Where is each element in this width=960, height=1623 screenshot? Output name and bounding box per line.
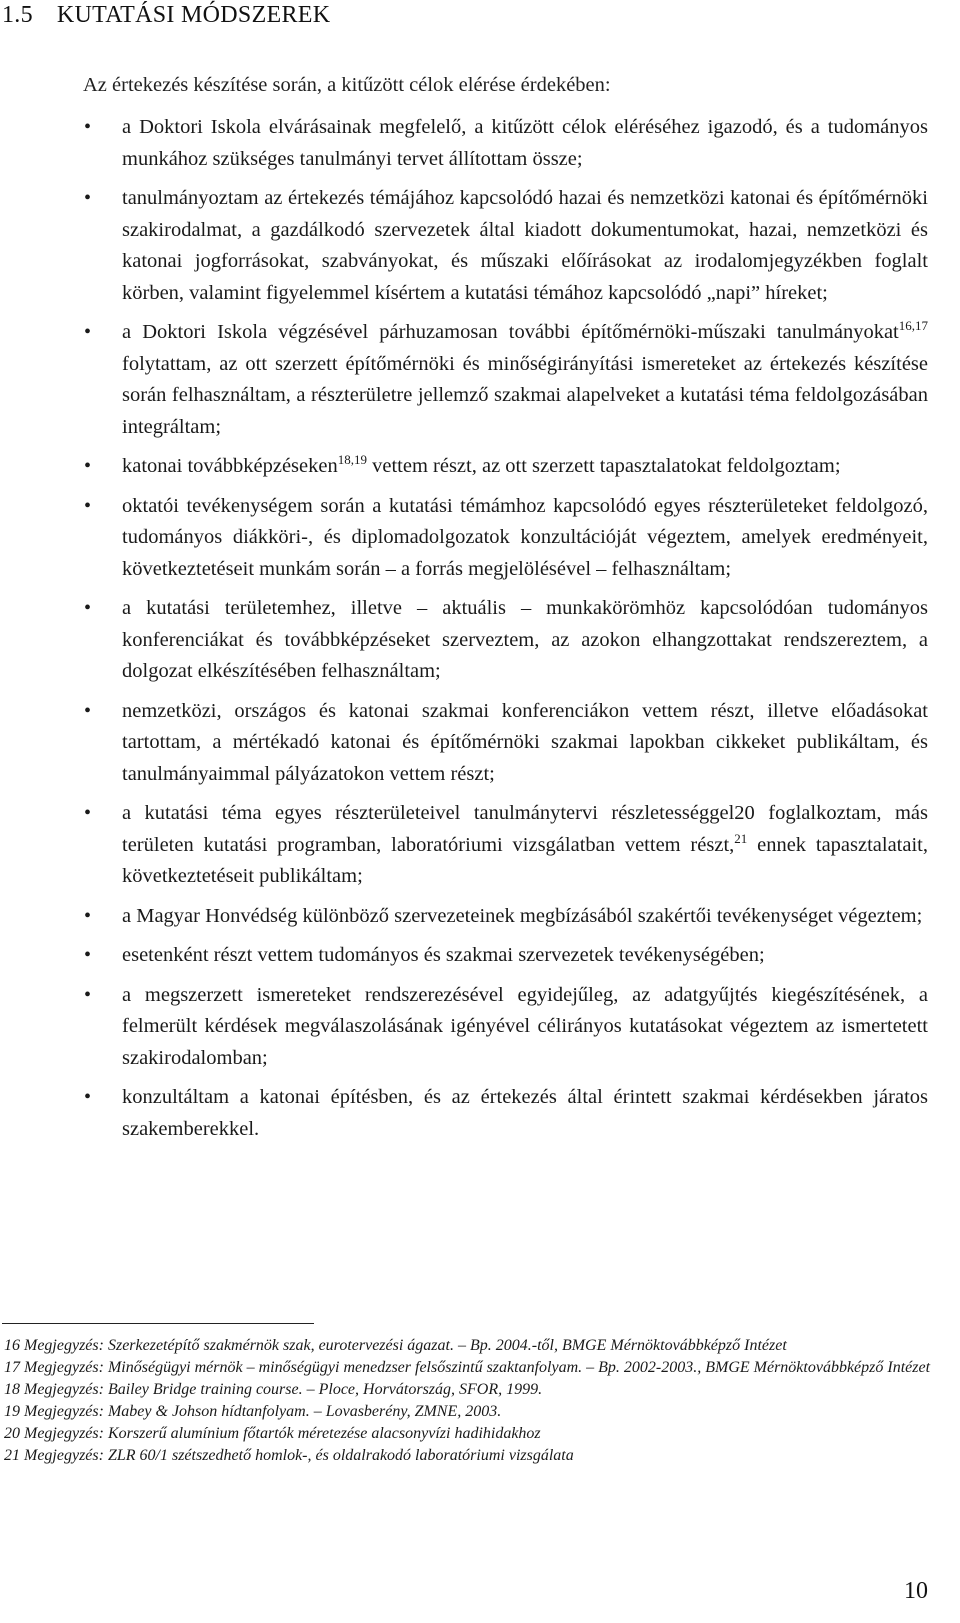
list-item <box>0 798 960 893</box>
list-item-text: a Doktori Iskola elvárásainak megfelelő, a kitűzött célok eléréséhez igazodó, és a tudományos munkához szükséges tanulmányi tervet állítottam össze; <box>122 116 928 170</box>
bullet-icon: • <box>84 904 92 927</box>
section-heading <box>2 2 330 29</box>
footnote: 20 Megjegyzés: Korszerű alumínium főtartók méretezése alacsonyvízi hadihidakhoz <box>4 1425 541 1442</box>
list-item-text: a kutatási téma egyes részterületeivel tanulmánytervi részletességgel20 foglalkoztam, más területen kutatási programban, laboratóriumi vizsgálatban vettem részt, <box>122 802 928 856</box>
list-item-text: folytattam, az ott szerzett építőmérnöki és minőségirányítási ismereteket az értekezés készítése során felhasználtam, a részterületre jellemző szakmai alapelveket a kutatási téma feldolgozásában integráltam; <box>122 352 928 438</box>
intro-paragraph: Az értekezés készítése során, a kitűzött célok elérése érdekében: <box>83 74 611 96</box>
list-item <box>0 1082 960 1145</box>
bullet-icon: • <box>84 944 92 966</box>
page-number: 10 <box>904 1578 928 1604</box>
list-item <box>0 112 960 175</box>
method-list <box>0 112 960 1153</box>
list-item <box>0 593 960 688</box>
bullet-icon: • <box>84 321 92 343</box>
footnote: 21 Megjegyzés: ZLR 60/1 szétszedhető homlok-, és oldalrakodó laboratóriumi vizsgálata <box>4 1447 574 1464</box>
bullet-icon: • <box>84 1086 92 1108</box>
footnote-ref: 16,17 <box>898 318 928 334</box>
section-title: KUTATÁSI MÓDSZEREK <box>56 2 331 28</box>
list-item-text: oktatói tevékenységem során a kutatási témámhoz kapcsolódó egyes részterületeket feldolgozó, tudományos diákköri-, és diplomadolgozatok konzultációját végeztem, amelyek eredményeit, következtetéseit munkám során – a forrás megjelölésével – felhasználtam; <box>122 494 928 580</box>
list-item <box>0 980 960 1075</box>
bullet-icon: • <box>84 116 92 138</box>
list-item <box>0 451 960 483</box>
bullet-icon: • <box>84 597 92 619</box>
footnote: 19 Megjegyzés: Mabey & Johson hídtanfolyam. – Lovasberény, ZMNE, 2003. <box>4 1403 502 1420</box>
footnote: 17 Megjegyzés: Minőségügyi mérnök – minőségügyi menedzser felsőszintű szaktanfolyam. – Bp. 2002-2003., BMGE Mérnöktovábbképző Intézet <box>4 1359 931 1376</box>
footnote: 18 Megjegyzés: Bailey Bridge training course. – Ploce, Horvátország, SFOR, 1999. <box>4 1381 543 1398</box>
list-item-text: katonai továbbképzéseken <box>122 455 338 477</box>
list-item-text: nemzetközi, országos és katonai szakmai konferenciákon vettem részt, illetve előadásokat tartottam, a mértékadó katonai és építőmérnöki szakmai lapokban cikkeket publikáltam, és tanulmányaimmal pályázatokon vettem részt; <box>122 699 928 785</box>
list-item-text: a megszerzett ismereteket rendszerezésével egyidejűleg, az adatgyűjtés kiegészítésének, a felmerült kérdések megválaszolásának igényével célirányos kutatásokat végeztem az ismertetett szakirodalomban; <box>122 983 928 1069</box>
bullet-icon: • <box>84 802 92 824</box>
list-item-text: a Doktori Iskola végzésével párhuzamosan további építőmérnöki-műszaki tanulmányokat <box>122 321 899 343</box>
footnote: 16 Megjegyzés: Szerkezetépítő szakmérnök szak, eurotervezési ágazat. – Bp. 2004.-től, BMGE Mérnöktovábbképző Intézet <box>4 1337 787 1354</box>
list-item-text: konzultáltam a katonai építésben, és az értekezés által érintett szakmai kérdésekben járatos szakemberekkel. <box>122 1086 928 1140</box>
footnotes <box>4 1335 934 1467</box>
list-item <box>0 491 960 586</box>
list-item-text: tanulmányoztam az értekezés témájához kapcsolódó hazai és nemzetközi katonai és építőmérnöki szakirodalmat, a gazdálkodó szervezetek által kiadott dokumentumokat, hazai, nemzetközi és katonai jogforrásokat, szabványokat, és műszaki előírásokat az irodalomjegyzékben foglalt körben, valamint figyelemmel kísértem a kutatási témához kapcsolódó „napi” híreket; <box>122 187 928 304</box>
list-item <box>0 317 960 443</box>
list-item <box>0 696 960 791</box>
list-item-text: ennek tapasztalatait, következtetéseit publikáltam; <box>122 833 928 887</box>
bullet-icon: • <box>84 455 92 477</box>
bullet-icon: • <box>84 494 92 517</box>
list-item-text: a kutatási területemhez, illetve – aktuális – munkakörömhöz kapcsolódóan tudományos konferenciákat és továbbképzéseket szerveztem, az azokon elhangzottakat rendszereztem, a dolgozat elkészítésében felhasználtam; <box>122 597 928 682</box>
list-item-text: a Magyar Honvédség különböző szervezeteinek megbízásából szakértői tevékenységet végeztem; <box>122 904 923 927</box>
footnote-ref: 21 <box>734 830 748 846</box>
list-item <box>0 183 960 309</box>
bullet-icon: • <box>84 983 92 1006</box>
footnote-ref: 18,19 <box>337 452 367 468</box>
list-item-text: vettem részt, az ott szerzett tapasztalatokat feldolgoztam; <box>366 455 841 477</box>
section-number: 1.5 <box>2 2 33 28</box>
bullet-icon: • <box>84 187 92 209</box>
bullet-icon: • <box>84 699 92 722</box>
footnote-separator <box>2 1323 314 1324</box>
list-item <box>0 940 960 972</box>
list-item <box>0 901 960 933</box>
list-item-text: esetenként részt vettem tudományos és szakmai szervezetek tevékenységében; <box>122 944 765 966</box>
